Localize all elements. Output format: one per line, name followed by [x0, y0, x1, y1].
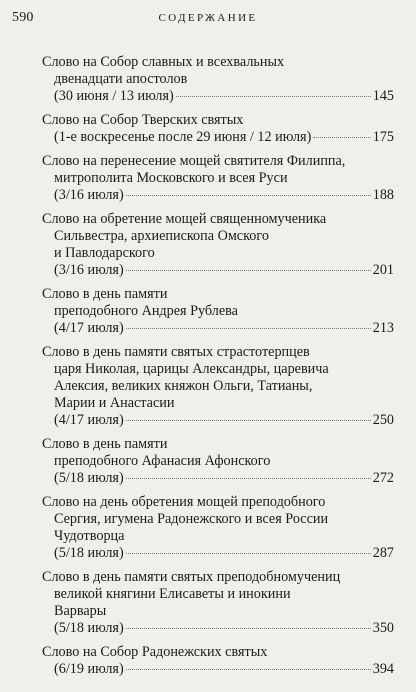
toc-entry-page-number: 145	[372, 88, 394, 104]
toc-entry-date-line	[42, 88, 394, 105]
dot-leader	[126, 669, 371, 670]
toc-entry-page-number: 350	[372, 620, 394, 636]
toc-entry-page-number: 201	[372, 262, 394, 278]
toc-entry-date: (1-е воскресенье после 29 июня / 12 июля)	[54, 129, 312, 145]
dot-leader	[176, 96, 371, 97]
toc-entry[interactable]	[42, 344, 394, 429]
toc-entry-title-continuation: великой княгини Елисаветы и инокини	[54, 586, 291, 602]
toc-entry[interactable]	[42, 644, 394, 678]
toc-entry-date: (6/19 июля)	[54, 661, 124, 677]
toc-entry-date-line	[42, 412, 394, 429]
toc-entry-title-continuation: Сильвестра, архиепископа Омского	[54, 228, 269, 244]
toc-entry[interactable]	[42, 112, 394, 146]
dot-leader	[313, 137, 370, 138]
toc-entry-page-number: 287	[372, 545, 394, 561]
toc-entry-title: Слово на перенесение мощей святителя Филиппа,	[42, 153, 346, 169]
toc-entry-title: Слово на Собор Радонежских святых	[42, 644, 268, 660]
toc-entry[interactable]	[42, 436, 394, 487]
toc-entry-page-number: 175	[372, 129, 394, 145]
toc-entry-date-line	[42, 545, 394, 562]
toc-entry-title-continuation: преподобного Афанасия Афонского	[54, 453, 271, 469]
running-title: СОДЕРЖАНИЕ	[158, 12, 258, 24]
toc-entry-date-line	[42, 661, 394, 678]
dot-leader	[126, 553, 371, 554]
toc-entry-date-line	[42, 187, 394, 204]
toc-entry-title-continuation: преподобного Андрея Рублева	[54, 303, 238, 319]
toc-entry-date-line	[42, 129, 394, 146]
toc-entry-date-line	[42, 320, 394, 337]
toc-entry-date: (3/16 июля)	[54, 262, 124, 278]
toc-entry-title-continuation: Чудотворца	[54, 528, 125, 544]
toc-entry-title-continuation: Алексия, великих княжон Ольги, Татианы,	[54, 378, 313, 394]
toc-entry-title: Слово на Собор Тверских святых	[42, 112, 244, 128]
toc-entry-title-continuation: Сергия, игумена Радонежского и всея России	[54, 511, 329, 527]
toc-entry-title: Слово на обретение мощей священномученика	[42, 211, 327, 227]
toc-entry-page-number: 394	[372, 661, 394, 677]
toc-entry-title: Слово в день памяти святых страстотерпцев	[42, 344, 310, 360]
toc-entry-title-continuation: царя Николая, царицы Александры, царевича	[54, 361, 329, 377]
toc-entry-date: (4/17 июля)	[54, 412, 124, 428]
toc-entry[interactable]	[42, 54, 394, 105]
toc-entry-page-number: 213	[372, 320, 394, 336]
toc-entry[interactable]	[42, 153, 394, 204]
toc-entry-title: Слово в день памяти	[42, 286, 168, 302]
toc-entry-title-continuation: Марии и Анастасии	[54, 395, 175, 411]
toc-entry-date-line	[42, 470, 394, 487]
dot-leader	[126, 478, 371, 479]
toc-entry-date: (5/18 июля)	[54, 620, 124, 636]
dot-leader	[126, 270, 371, 271]
table-of-contents	[42, 54, 394, 685]
toc-entry-title: Слово в день памяти святых преподобномучениц	[42, 569, 341, 585]
toc-entry-title-continuation: и Павлодарского	[54, 245, 155, 261]
toc-entry-date: (5/18 июля)	[54, 545, 124, 561]
toc-entry-date: (3/16 июля)	[54, 187, 124, 203]
toc-entry-page-number: 250	[372, 412, 394, 428]
toc-entry-title-continuation: митрополита Московского и всея Руси	[54, 170, 288, 186]
dot-leader	[126, 420, 371, 421]
page-number: 590	[12, 10, 34, 25]
toc-entry[interactable]	[42, 569, 394, 637]
toc-entry[interactable]	[42, 494, 394, 562]
toc-entry-title: Слово в день памяти	[42, 436, 168, 452]
toc-entry-date: (4/17 июля)	[54, 320, 124, 336]
toc-entry-date: (30 июня / 13 июля)	[54, 88, 174, 104]
toc-entry[interactable]	[42, 211, 394, 279]
page-header	[0, 0, 416, 40]
dot-leader	[126, 195, 371, 196]
toc-entry-date-line	[42, 262, 394, 279]
toc-entry-page-number: 272	[372, 470, 394, 486]
toc-entry-title-continuation: двенадцати апостолов	[54, 71, 188, 87]
toc-entry-title: Слово на день обретения мощей преподобного	[42, 494, 326, 510]
toc-entry-date-line	[42, 620, 394, 637]
toc-entry-date: (5/18 июля)	[54, 470, 124, 486]
toc-entry-title-continuation: Варвары	[54, 603, 107, 619]
toc-entry-page-number: 188	[372, 187, 394, 203]
toc-entry[interactable]	[42, 286, 394, 337]
toc-entry-title: Слово на Собор славных и всехвальных	[42, 54, 285, 70]
dot-leader	[126, 628, 371, 629]
dot-leader	[126, 328, 371, 329]
